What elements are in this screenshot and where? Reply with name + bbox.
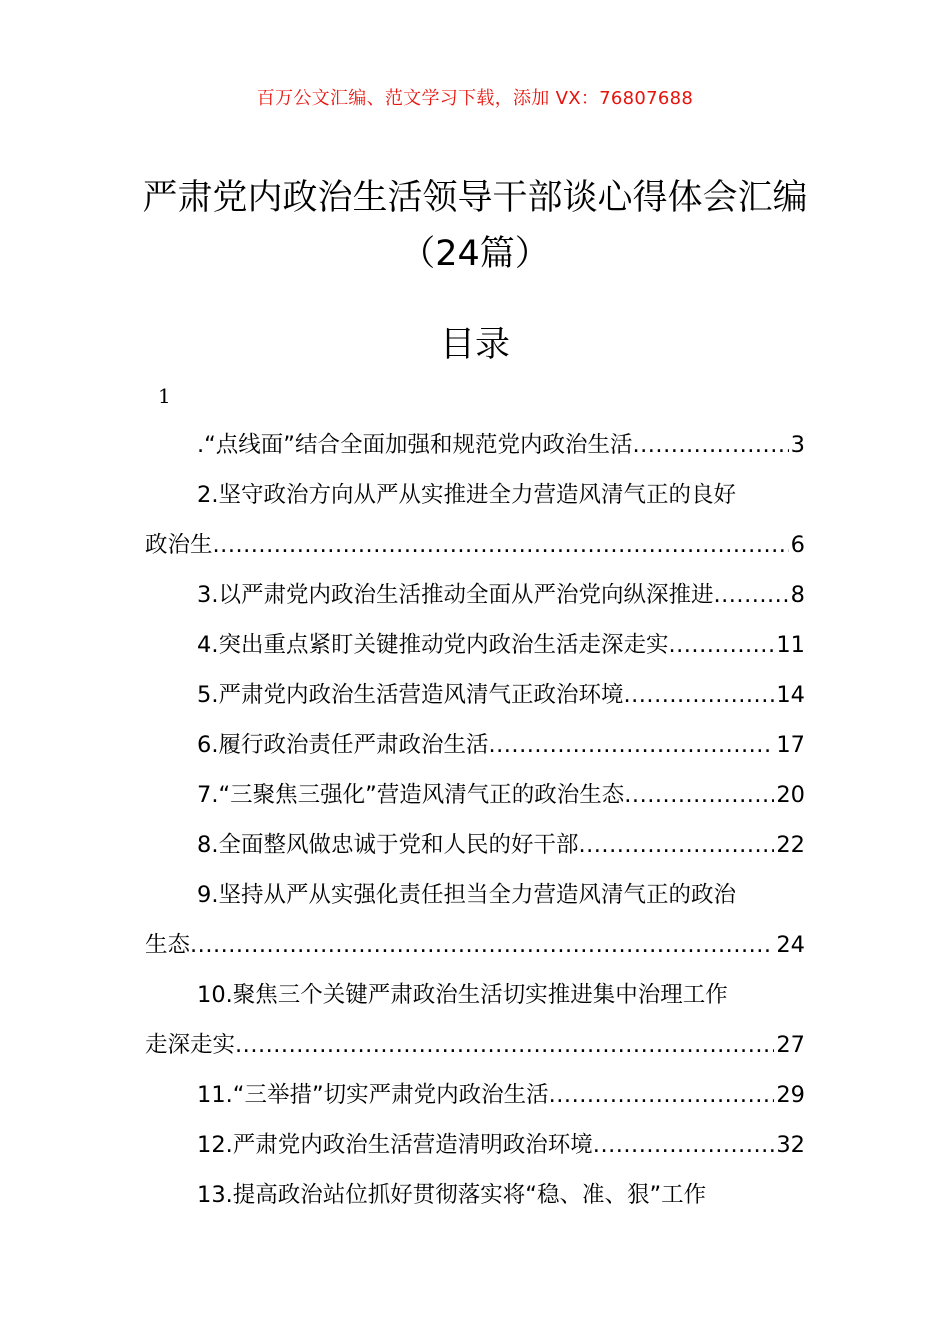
toc-entry-text: 4.突出重点紧盯关键推动党内政治生活走深走实 [197, 632, 669, 658]
toc-entry-line[interactable] [145, 870, 805, 920]
toc-page-number: 6 [790, 532, 805, 558]
toc-entry-text: 11.“三举措”切实严肃党内政治生活 [197, 1082, 549, 1108]
toc-entry-text: 走深走实 [145, 1032, 236, 1058]
toc-entry-text: 10.聚焦三个关键严肃政治生活切实推进集中治理工作 [197, 982, 728, 1008]
toc-page-number: 22 [776, 832, 805, 858]
toc-entry-line[interactable] [145, 770, 805, 820]
toc-entry-line[interactable] [145, 420, 805, 470]
toc-entry-text: 9.坚持从严从实强化责任担当全力营造风清气正的政治 [197, 882, 736, 908]
toc-entry-line[interactable] [145, 1120, 805, 1170]
toc-entry-text: 8.全面整风做忠诚于党和人民的好干部 [197, 832, 579, 858]
toc-page-number: 17 [776, 732, 805, 758]
toc-page-number: 3 [790, 432, 805, 458]
toc-leader-dots [549, 1070, 775, 1120]
toc-leader-dots [488, 720, 774, 770]
toc-entry-line[interactable] [145, 1070, 805, 1120]
toc-entry-text: 5.严肃党内政治生活营造风清气正政治环境 [197, 682, 624, 708]
toc-entry-text: 12.严肃党内政治生活营造清明政治环境 [197, 1132, 593, 1158]
toc-entry-text: 6.履行政治责任严肃政治生活 [197, 732, 489, 758]
toc-entry-line[interactable] [145, 670, 805, 720]
toc-page-number: 32 [776, 1132, 805, 1158]
toc-entry-line[interactable] [145, 570, 805, 620]
toc-entry-line[interactable] [145, 520, 805, 570]
header-note: 百万公文汇编、范文学习下载，添加 VX：76807688 [256, 88, 694, 109]
toc-entry-line[interactable] [145, 920, 805, 970]
document-title: 严肃党内政治生活领导干部谈心得体会汇编（24篇） [142, 178, 808, 274]
toc-entry-line[interactable] [145, 970, 805, 1020]
page-marker: 1 [158, 384, 171, 408]
toc-entry-text: 13.提高政治站位抓好贯彻落实将“稳、准、狠”工作 [197, 1182, 707, 1208]
toc-page-number: 29 [776, 1082, 805, 1108]
toc-leader-dots [213, 520, 789, 570]
toc-leader-dots [623, 670, 774, 720]
toc-heading: 目录 [439, 325, 510, 365]
toc-leader-dots [713, 570, 788, 620]
toc-page-number: 14 [776, 682, 805, 708]
toc-leader-dots [578, 820, 774, 870]
toc-entry-line[interactable] [145, 720, 805, 770]
toc-page-number: 20 [776, 782, 805, 808]
toc-entry-text: 2.坚守政治方向从严从实推进全力营造风清气正的良好 [197, 482, 736, 508]
toc-entry-text: 3.以严肃党内政治生活推动全面从严治党向纵深推进 [197, 582, 714, 608]
toc-entry-line[interactable] [145, 470, 805, 520]
toc-leader-dots [235, 1020, 774, 1070]
toc-page-number: 24 [776, 932, 805, 958]
toc-leader-dots [668, 620, 774, 670]
toc-entry-line[interactable] [145, 820, 805, 870]
toc-leader-dots [190, 920, 774, 970]
table-of-contents [145, 420, 805, 1220]
toc-page-number: 27 [776, 1032, 805, 1058]
toc-entry-text: 政治生 [145, 532, 213, 558]
toc-entry-text: 生态 [145, 932, 191, 958]
toc-leader-dots [624, 770, 774, 820]
toc-page-number: 8 [790, 582, 805, 608]
toc-entry-line[interactable] [145, 1170, 805, 1220]
toc-leader-dots [632, 420, 788, 470]
toc-page-number: 11 [776, 632, 805, 658]
toc-entry-line[interactable] [145, 620, 805, 670]
toc-entry-line[interactable] [145, 1020, 805, 1070]
toc-leader-dots [593, 1120, 775, 1170]
toc-entry-text: 7.“三聚焦三强化”营造风清气正的政治生态 [197, 782, 625, 808]
toc-entry-text: .“点线面”结合全面加强和规范党内政治生活 [197, 432, 633, 458]
